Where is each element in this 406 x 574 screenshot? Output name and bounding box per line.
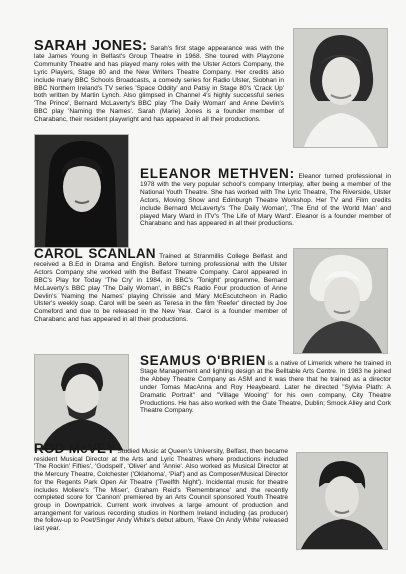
portrait-eleanor-methven: [35, 135, 128, 247]
bio-seamus-obrien: [140, 353, 392, 415]
bio-rod-mcvey: [34, 441, 288, 533]
bio-sarah-jones: [34, 38, 284, 124]
name-carol-scanlan: CAROL SCANLAN: [34, 246, 156, 261]
bio-text-rod-mcvey: Studied Music at Queen's University, Belfast, then became resident Musical Director at the Arts and Lyric Theatres where productions included 'The Rockin' Fifties', 'Godspell', 'Oliver' and 'Annie'. Also worked as Musical Director at the Mercury Theatre, Colchester ('Oklahoma', 'Piaf') and as Composer/Musical Director for the Regents Park Open Air Theatre ('Twelfth Night'). Incidental music for theatre includes Moliere's 'The Miser', Graham Reid's 'Remembrance' and the recently completed score for 'Cannon' premiered by an Arts Council sponsored Youth Theatre group in Downpatrick. Current work involves a large amount of production and arrangement for various recording studios in Northern Ireland including (as producer) the follow-up to Poet/Singer Andy White's debut album, 'Rave On Andy White' released last year.: [34, 448, 288, 533]
portrait-sarah-jones: [294, 29, 387, 147]
name-rod-mcvey: ROD McVEY: [34, 441, 116, 456]
portrait-seamus-obrien: [35, 355, 128, 450]
bio-text-sarah-jones: Sarah's first stage appearance was with the late James Young in Belfast's Group Theatre in 1968. She toured with Playzone Community Theatre and has played many roles with the Ulster Actors Company, the Lyric Players, Stage 80 and the New Writers Theatre Company. Her credits also include many BBC Schools Broadcasts, a comedy series for Radio Ulster, Siobhan in BBC Northern Ireland's TV series 'Space Oddity' and Patsy in Stage 80's 'Crack Up' both written by Martin Lynch. Also glimpsed in Channel 4's highly successful series 'The Prince', Bernard McLaverty's BBC play 'The Daily Woman' and Anne Devlin's BBC play 'Naming the Names'. Sarah (Marie) Jones is a founder member of Charabanc, their resident playwright and has appeared in all their productions.: [34, 45, 284, 124]
portrait-rod-mcvey: [297, 453, 387, 549]
name-eleanor-methven: ELEANOR METHVEN:: [140, 166, 295, 181]
bio-text-eleanor-methven: Eleanor turned professional in 1978 with the very popular school's company Interplay, after being a member of the National Youth Theatre. She has worked with The Lyric Theatre, The Riverside, Ulster Actors, Moving Show and Edinburgh Theatre Workshop. Her TV and Film credits include Bernard McLaverty's 'The Daily Woman', 'The End of the World Man' and played Mary Ward in ITV's 'The Life of Mary Ward'. Eleanor is a founder member of Charabanc and has appeared in all their productions.: [140, 173, 392, 228]
portrait-carol-scanlan: [294, 249, 387, 353]
photo-rod-mcvey: [296, 452, 388, 550]
bio-text-carol-scanlan: Trained at Stranmillis College Belfast and received a B.Ed in Drama and English. Before turning professional with the Ulster Actors Company she worked with the Belfast Theatre Company. Carol appeared in BBC's Play for Today 'The Cry' in 1984, in BBC's 'Tonight' programme, Bernard McLaverty's BBC play 'The Daily Woman', in BBC's Radio Four production of Anne Devlin's 'Naming the Names' playing Chrissie and Mary McEscutcheon in Radio Ulster's weekly soap. Carol will be seen as Teresa in the film 'Reefer' directed by Joe Comeford and due to be released in the New Year. Carol is a founder member of Charabanc and has appeared in all their productions.: [34, 253, 288, 324]
photo-sarah-jones: [293, 28, 388, 148]
bio-text-seamus-obrien: is a native of Limerick where he trained in Stage Management and lighting design at the Belltable Arts Centre. In 1983 he joined the Abbey Theatre Company as ASM and it was there that he trained as a director under Tomas MacAnna and Roy Heaybeard. Later he directed "Sylvia Plath: A Dramatic Portrait" and "Village Wooing" for his own company, City Theatre Productions. He has also worked with the Gate Theatre, Dublin; Smock Alley and Cork Theatre Company.: [140, 360, 392, 415]
bio-carol-scanlan: [34, 246, 288, 324]
name-seamus-obrien: SEAMUS O'BRIEN: [140, 353, 266, 368]
photo-eleanor-methven: [34, 134, 129, 248]
bio-eleanor-methven: [140, 166, 392, 228]
photo-seamus-obrien: [34, 354, 129, 451]
photo-carol-scanlan: [293, 248, 388, 354]
name-sarah-jones: SARAH JONES:: [34, 38, 148, 54]
